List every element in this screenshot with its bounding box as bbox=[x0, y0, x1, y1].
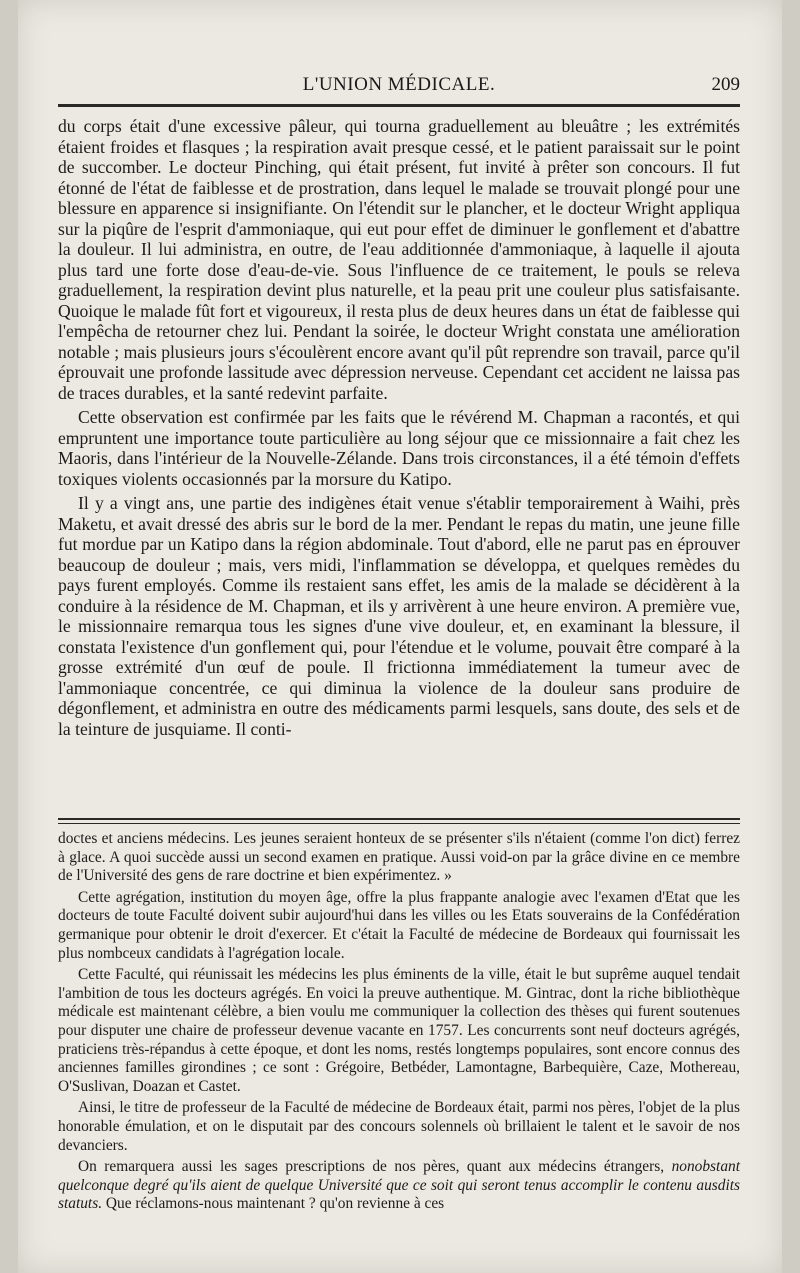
header-rule bbox=[58, 104, 740, 107]
footnote-text-roman: On remarquera aussi les sages prescriptions de nos pères, quant aux médecins étrangers, bbox=[78, 1158, 665, 1176]
running-title: L'UNION MÉDICALE. bbox=[302, 74, 496, 95]
main-text bbox=[58, 116, 740, 739]
footnote-paragraph: Cette Faculté, qui réunissait les médecins les plus éminents de la ville, était le but suprême auquel tendait l'ambition de tous les docteurs agrégés. En voici la preuve authentique. M. Gintrac, dont la riche bibliothèque médicale est maintenant célèbre, a bien voulu me communiquer la collection des thèses qui furent soutenues pour disputer une chaire de professeur devenue vacante en 1757. Les concurrents sont neuf docteurs agrégés, praticiens très-répandus à cette époque, et dont les noms, restés longtemps populaires, sont encore connus des anciennes familles girondines ; ce sont : Grégoire, Betbéder, Lamontagne, Barbequière, Caze, Mothereau, O'Suslivan, Doazan et Castet. bbox=[58, 966, 740, 1095]
footnote-rule-thin bbox=[58, 823, 740, 824]
footnote-quote-italic: nonobstant quelconque degré qu'ils aient de quelque Université que ce soit qui seront tenus accomplir le contenu ausdits statuts. bbox=[58, 1158, 740, 1213]
page-header bbox=[58, 70, 740, 102]
footnote-paragraph: Cette agrégation, institution du moyen âge, offre la plus frappante analogie avec l'examen d'Etat que les docteurs de toute Faculté doivent subir aujourd'hui dans les villes ou les Etats souverains de la Confédération germanique pour obtenir le droit d'exercer. Et c'était la Faculté de médecine de Bordeaux qui fournissait les plus nombceux candidats à l'agrégation locale. bbox=[58, 888, 740, 962]
main-paragraph: du corps était d'une excessive pâleur, qui tourna graduellement au bleuâtre ; les extrémités étaient froides et flasques ; la respiration avait presque cessé, et le patient paraissait sur le point de succomber. Le docteur Pinching, qui était présent, fut invité à prêter son concours. Il fut étonné de l'état de faiblesse et de prostration, dans lequel le malade se trouvait plongé pour une blessure en apparence si insignifiante. On l'étendit sur le plancher, et le docteur Wright appliqua sur la piqûre de l'esprit d'ammoniaque, qui eut pour effet de diminuer le gonflement et d'abattre la douleur. Il lui administra, en outre, de l'eau additionnée d'ammoniaque, à laquelle il ajouta plus tard une forte dose d'eau-de-vie. Sous l'influence de ce traitement, le pouls se releva graduellement, la respiration devint plus naturelle, et la peau prit une couleur plus satisfaisante. Quoique le malade fût fort et vigoureux, il resta plus de deux heures dans un état de faiblesse qui l'empêcha de retourner chez lui. Pendant la soirée, le docteur Wright constata une amélioration notable ; mais plusieurs jours s'écoulèrent encore avant qu'il pût reprendre son travail, parce qu'il éprouvait une profonde lassitude avec dépression nerveuse. Cependant cet accident ne laissa pas de traces durables, et la santé redevint parfaite. bbox=[58, 116, 740, 403]
main-paragraph: Cette observation est confirmée par les faits que le révérend M. Chapman a racontés, et qui empruntent une importance toute particulière au long séjour que ce missionnaire a fait chez les Maoris, dans l'intérieur de la Nouvelle-Zélande. Dans trois circonstances, il a été témoin d'effets toxiques violents occasionnés par la morsure du Katipo. bbox=[58, 407, 740, 489]
main-paragraph: Il y a vingt ans, une partie des indigènes était venue s'établir temporairement à Waihi, près Maketu, et avait dressé des abris sur le bord de la mer. Pendant le repas du matin, une jeune fille fut mordue par un Katipo dans la région abdominale. Tout d'abord, elle ne parut pas en éprouver beaucoup de douleur ; mais, vers midi, l'inflammation se développa, et quelques remèdes du pays furent employés. Comme ils restaient sans effet, les amis de la malade se décidèrent à la conduire à la résidence de M. Chapman, et ils y arrivèrent à une heure environ. A première vue, le missionnaire remarqua tous les signes d'une vive douleur, et, en examinant la blessure, il constata l'existence d'un gonflement qui, pour l'étendue et le volume, pouvait être comparé à la grosse extrémité d'un œuf de poule. Il frictionna immédiatement la tumeur avec de l'ammoniaque concentrée, ce qui diminua la violence de la douleur sans produire de dégonflement, et administra en outre des médicaments parmi lesquels, sans doute, des sels et de la teinture de jusquiame. Il conti- bbox=[58, 493, 740, 739]
footnote-paragraph bbox=[58, 1158, 740, 1214]
footnote-text bbox=[58, 830, 740, 1214]
page-number: 209 bbox=[711, 74, 740, 95]
footnote-paragraph: Ainsi, le titre de professeur de la Faculté de médecine de Bordeaux était, parmi nos pères, l'objet de la plus honorable émulation, et on le disputait par des concours solennels où brillaient le talent et le savoir de nos devanciers. bbox=[58, 1099, 740, 1154]
book-page bbox=[18, 0, 782, 1273]
footnote-text-end: Que réclamons-nous maintenant ? qu'on revienne à ces bbox=[105, 1195, 445, 1213]
footnote-rule bbox=[58, 818, 740, 820]
footnote-paragraph: doctes et anciens médecins. Les jeunes seraient honteux de se présenter s'ils n'étaient (comme l'on dict) ferrez à glace. A quoi succède aussi un second examen en pratique. Aussi void-on par la grâce divine en ce membre de l'Université des gens de rare doctrine et bien expérimentez. » bbox=[58, 830, 740, 885]
